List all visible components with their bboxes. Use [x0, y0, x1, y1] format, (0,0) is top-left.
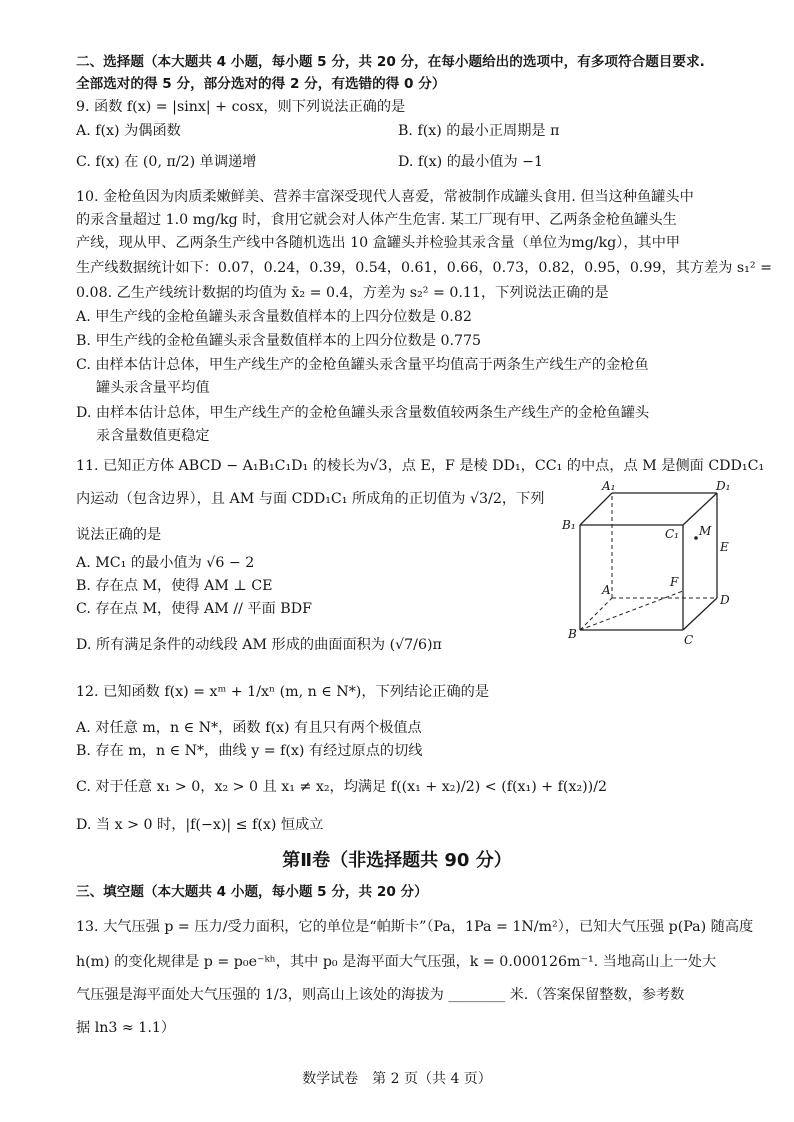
label-D1: D₁ [716, 480, 731, 493]
q9-stem: 9. 函数 f(x) = |sinx| + cosx，则下列说法正确的是 [76, 99, 406, 115]
edge-B1A1 [580, 493, 612, 525]
q10-line4: 生产线数据统计如下：0.07，0.24，0.39，0.54，0.61，0.66，0.73，0.82，0.95，0.99，其方差为 s₁² = [76, 260, 772, 276]
label-A1: A₁ [602, 480, 616, 493]
q12-option-d: D. 当 x > 0 时，|f(−x)| ≤ f(x) 恒成立 [76, 817, 324, 833]
q10-option-c-line2: 罐头汞含量平均值 [96, 380, 210, 396]
label-F: F [670, 575, 679, 589]
q11-line3: 说法正确的是 [76, 527, 162, 543]
label-B1: B₁ [562, 518, 576, 532]
edge-BA [580, 598, 612, 630]
part2-title: 第Ⅱ卷（非选择题共 90 分） [282, 850, 512, 871]
q9-option-a: A. f(x) 为偶函数 [76, 123, 181, 139]
q10-line3: 产线，现从甲、乙两条生产线中各随机选出 10 盒罐头并检验其汞含量（单位为mg/kg），其中甲 [76, 235, 681, 251]
q9-option-b: B. f(x) 的最小正周期是 π [398, 123, 560, 139]
cube-figure [560, 480, 760, 650]
section3-heading: 三、填空题（本大题共 4 小题，每小题 5 分，共 20 分） [76, 884, 428, 900]
q10-line2: 的汞含量超过 1.0 mg/kg 时，食用它就会对人体产生危害. 某工厂现有甲、乙两条金枪鱼罐头生 [76, 212, 677, 228]
q10-line1: 10. 金枪鱼因为肉质柔嫩鲜美、营养丰富深受现代人喜爱，常被制作成罐头食用. 但当这种鱼罐头中 [76, 189, 694, 205]
q10-option-d-line2: 汞含量数值更稳定 [96, 428, 210, 444]
q13-line2: h(m) 的变化规律是 p = p₀e⁻ᵏʰ，其中 p₀ 是海平面大气压强，k = 0.000126m⁻¹. 当地高山上一处大 [76, 954, 717, 970]
q10-line5: 0.08. 乙生产线统计数据的均值为 x̄₂ = 0.4，方差为 s₂² = 0.11，下列说法正确的是 [76, 285, 609, 301]
q9-option-d: D. f(x) 的最小值为 −1 [398, 154, 544, 170]
q10-option-a: A. 甲生产线的金枪鱼罐头汞含量数值样本的上四分位数是 0.82 [76, 309, 472, 325]
q13-line4: 据 ln3 ≈ 1.1） [76, 1020, 176, 1036]
q10-option-c-line1: C. 由样本估计总体，甲生产线生产的金枪鱼罐头汞含量平均值高于两条生产线生产的金枪鱼 [76, 357, 649, 373]
q13-line3: 气压强是海平面处大气压强的 1/3，则高山上该处的海拔为 ________ 米.（答案保留整数，参考数 [76, 987, 685, 1003]
q9-option-c: C. f(x) 在 (0, π/2) 单调递增 [76, 154, 257, 170]
label-B: B [568, 627, 577, 641]
label-C: C [684, 633, 694, 647]
q12-stem: 12. 已知函数 f(x) = xᵐ + 1/xⁿ (m, n ∈ N*)，下列结论正确的是 [76, 684, 490, 700]
q10-option-d-line1: D. 由样本估计总体，甲生产线生产的金枪鱼罐头汞含量数值较两条生产线生产的金枪鱼罐头 [76, 405, 650, 421]
page-footer: 数学试卷 第 2 页（共 4 页） [302, 1071, 492, 1087]
label-A: A [602, 583, 611, 597]
label-M: M [699, 524, 712, 538]
q11-line2: 内运动（包含边界），且 AM 与面 CDD₁C₁ 所成角的正切值为 √3/2，下列 [76, 491, 545, 507]
q11-option-b: B. 存在点 M，使得 AM ⊥ CE [76, 578, 273, 594]
q12-option-a: A. 对任意 m，n ∈ N*，函数 f(x) 有且只有两个极值点 [76, 720, 422, 736]
section2-heading-line1: 二、选择题（本大题共 4 小题，每小题 5 分，共 20 分，在每小题给出的选项中，有多项符合题目要求. [76, 54, 705, 70]
edge-C1D1 [683, 493, 717, 525]
q13-line1: 13. 大气压强 p = 压力/受力面积，它的单位是“帕斯卡”（Pa，1Pa = 1N/m²），已知大气压强 p(Pa) 随高度 [76, 919, 754, 935]
label-E: E [720, 540, 729, 554]
edge-CD [683, 598, 717, 630]
label-D: D [720, 593, 730, 607]
segment-BF [580, 591, 683, 630]
section2-heading-line2: 全部选对的得 5 分，部分选对的得 2 分，有选错的得 0 分） [76, 76, 446, 92]
q12-option-c: C. 对于任意 x₁ > 0，x₂ > 0 且 x₁ ≠ x₂，均满足 f((x₁ + x₂)/2) < (f(x₁) + f(x₂))/2 [76, 779, 608, 795]
q11-line1: 11. 已知正方体 ABCD − A₁B₁C₁D₁ 的棱长为√3，点 E，F 是棱 DD₁，CC₁ 的中点，点 M 是侧面 CDD₁C₁ [76, 458, 765, 474]
q11-option-d: D. 所有满足条件的动线段 AM 形成的曲面面积为 (√7/6)π [76, 637, 442, 653]
point-M [694, 536, 698, 540]
label-C1: C₁ [665, 527, 679, 541]
q11-option-c: C. 存在点 M，使得 AM // 平面 BDF [76, 601, 312, 617]
q10-option-b: B. 甲生产线的金枪鱼罐头汞含量数值样本的上四分位数是 0.775 [76, 333, 482, 349]
q12-option-b: B. 存在 m，n ∈ N*，曲线 y = f(x) 有经过原点的切线 [76, 743, 423, 759]
q11-option-a: A. MC₁ 的最小值为 √6 − 2 [76, 555, 255, 571]
